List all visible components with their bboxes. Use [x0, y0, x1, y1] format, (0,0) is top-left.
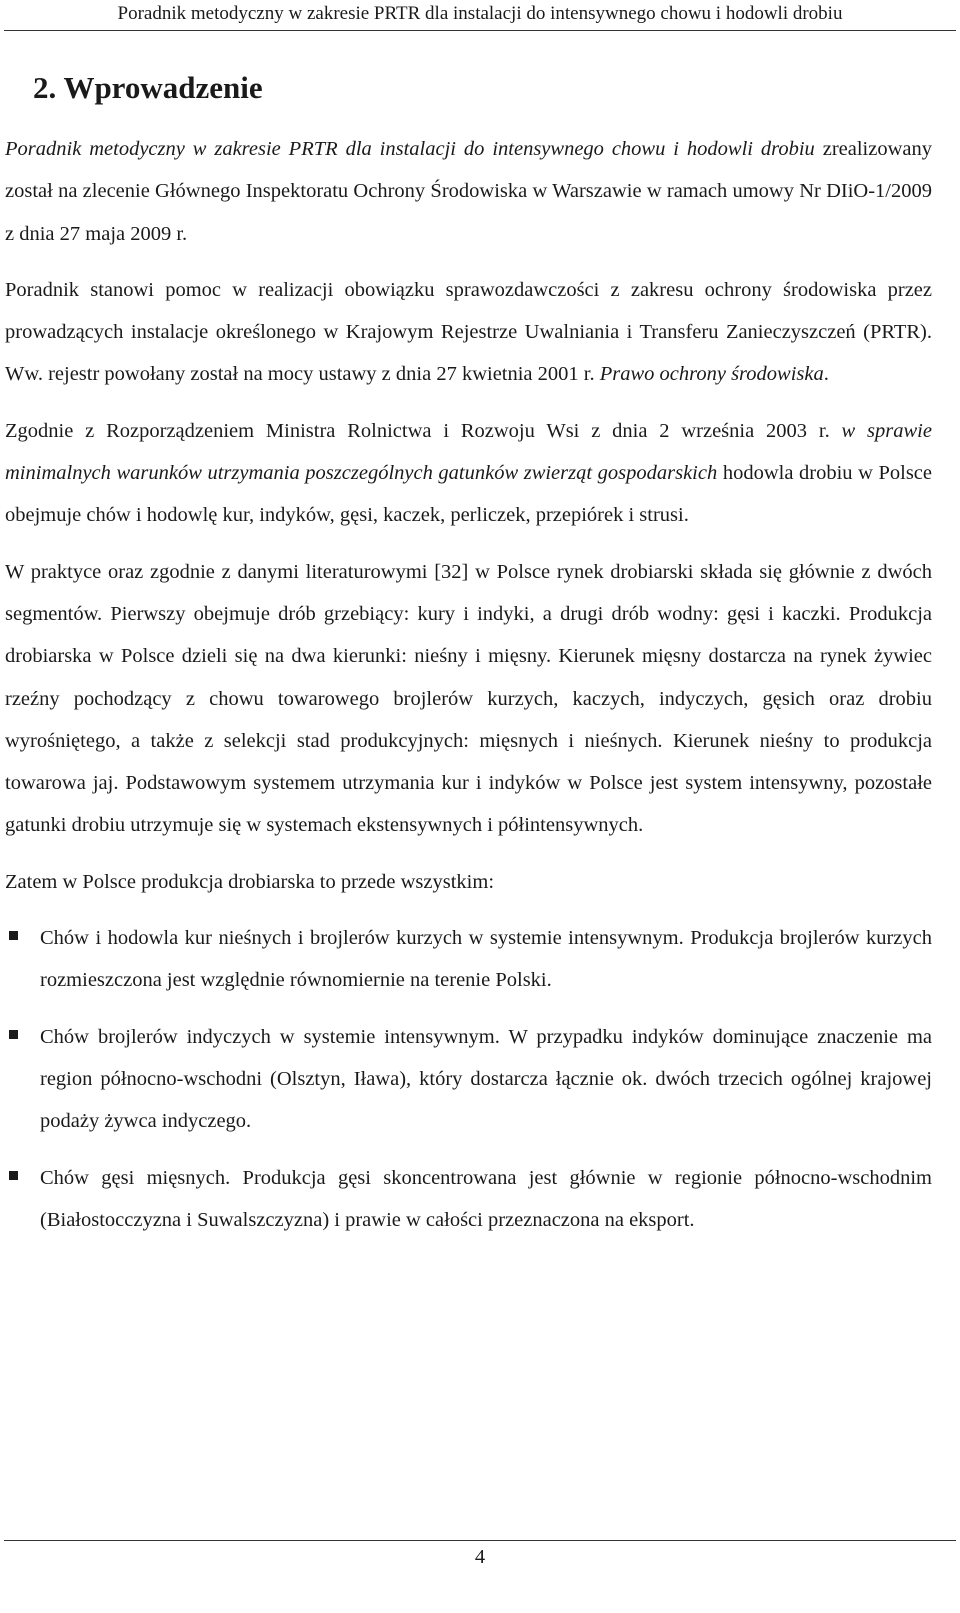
- footer-rule: [4, 1540, 956, 1541]
- guide-title-italic: Poradnik metodyczny w zakresie PRTR dla instalacji do intensywnego chowu i hodowli drobiu: [5, 138, 815, 160]
- paragraph-purpose-end: .: [823, 363, 829, 386]
- paragraph-intro: [5, 128, 932, 255]
- running-header-text: Poradnik metodyczny w zakresie PRTR dla instalacji do intensywnego chowu i hodowli drobiu: [117, 3, 843, 24]
- header-rule: [4, 30, 956, 31]
- paragraph-market: W praktyce oraz zgodnie z danymi literaturowymi [32] w Polsce rynek drobiarski składa się głównie z dwóch segmentów. Pierwszy obejmuje drób grzebiący: kury i indyki, a drugi drób wodny: gęsi i kaczki. Produkcja drobiarska w Polsce dzieli się na dwa kierunki: nieśny i mięsny. Kierunek mięsny dostarcza na rynek żywiec rzeźny pochodzący z chowu towarowego brojlerów kurzych, kaczych, indyczych, gęsich oraz drobiu wyrośniętego, a także z selekcji stad produkcyjnych: mięsnych i nieśnych. Kierunek nieśny to produkcja towarowa jaj. Podstawowym systemem utrzymania kur i indyków w Polsce jest system intensywny, pozostałe gatunki drobiu utrzymuje się w systemach ekstensywnych i półintensywnych.: [5, 560, 932, 837]
- page-content: [5, 66, 932, 1255]
- list-item-text: Chów brojlerów indyczych w systemie intensywnym. W przypadku indyków dominujące znaczenie ma region północno-wschodni (Olsztyn, Iława), który dostarcza łącznie ok. dwóch trzecich ogólnej krajowej podaży żywca indyczego.: [40, 1025, 932, 1133]
- square-bullet-icon: [9, 1030, 18, 1039]
- page-number: 4: [474, 1546, 486, 1568]
- paragraph-regulation-rest: hodowla drobiu w Polsce obejmuje chów i hodowlę kur, indyków, gęsi, kaczek, perliczek, przepiórek i strusi.: [5, 462, 933, 527]
- list-item: [5, 917, 932, 1002]
- list-item-text: Chów gęsi mięsnych. Produkcja gęsi skoncentrowana jest głównie w regionie północno-wschodnim (Białostocczyzna i Suwalszczyzna) i prawie w całości przeznaczona na eksport.: [40, 1166, 932, 1231]
- regulation-title-italic: w sprawie minimalnych warunków utrzymania poszczególnych gatunków zwierząt gospodarskich: [5, 419, 932, 485]
- paragraph-intro-text: zrealizowany został na zlecenie Głównego Inspektoratu Ochrony Środowiska w Warszawie w ramach umowy Nr DIiO-1/2009 z dnia 27 maja 2009 r.: [5, 138, 932, 245]
- production-list: [5, 917, 932, 1241]
- paragraph-list-intro: Zatem w Polsce produkcja drobiarska to przede wszystkim:: [5, 870, 495, 893]
- paragraph-purpose: [5, 269, 932, 396]
- paragraph-regulation-start: Zgodnie z Rozporządzeniem Ministra Rolnictwa i Rozwoju Wsi z dnia 2 września 2003 r.: [5, 419, 842, 442]
- paragraph-purpose-text: Poradnik stanowi pomoc w realizacji obowiązku sprawozdawczości z zakresu ochrony środowiska przez prowadzących instalacje określonego w Krajowym Rejestrze Uwalniania i Transferu Zanieczyszczeń (PRTR). Ww. rejestr powołany został na mocy ustawy z dnia 27 kwietnia 2001 r.: [5, 278, 932, 386]
- square-bullet-icon: [9, 1171, 18, 1180]
- list-item: [5, 1157, 932, 1242]
- list-item-text: Chów i hodowla kur nieśnych i brojlerów kurzych w systemie intensywnym. Produkcja brojlerów kurzych rozmieszczona jest względnie równomiernie na terenie Polski.: [40, 927, 932, 992]
- list-item: [5, 1016, 932, 1143]
- paragraph-regulation: [5, 410, 932, 537]
- running-header: [0, 0, 960, 34]
- law-title-italic: Prawo ochrony środowiska: [599, 363, 824, 386]
- section-heading: 2. Wprowadzenie: [33, 70, 263, 105]
- square-bullet-icon: [9, 931, 18, 940]
